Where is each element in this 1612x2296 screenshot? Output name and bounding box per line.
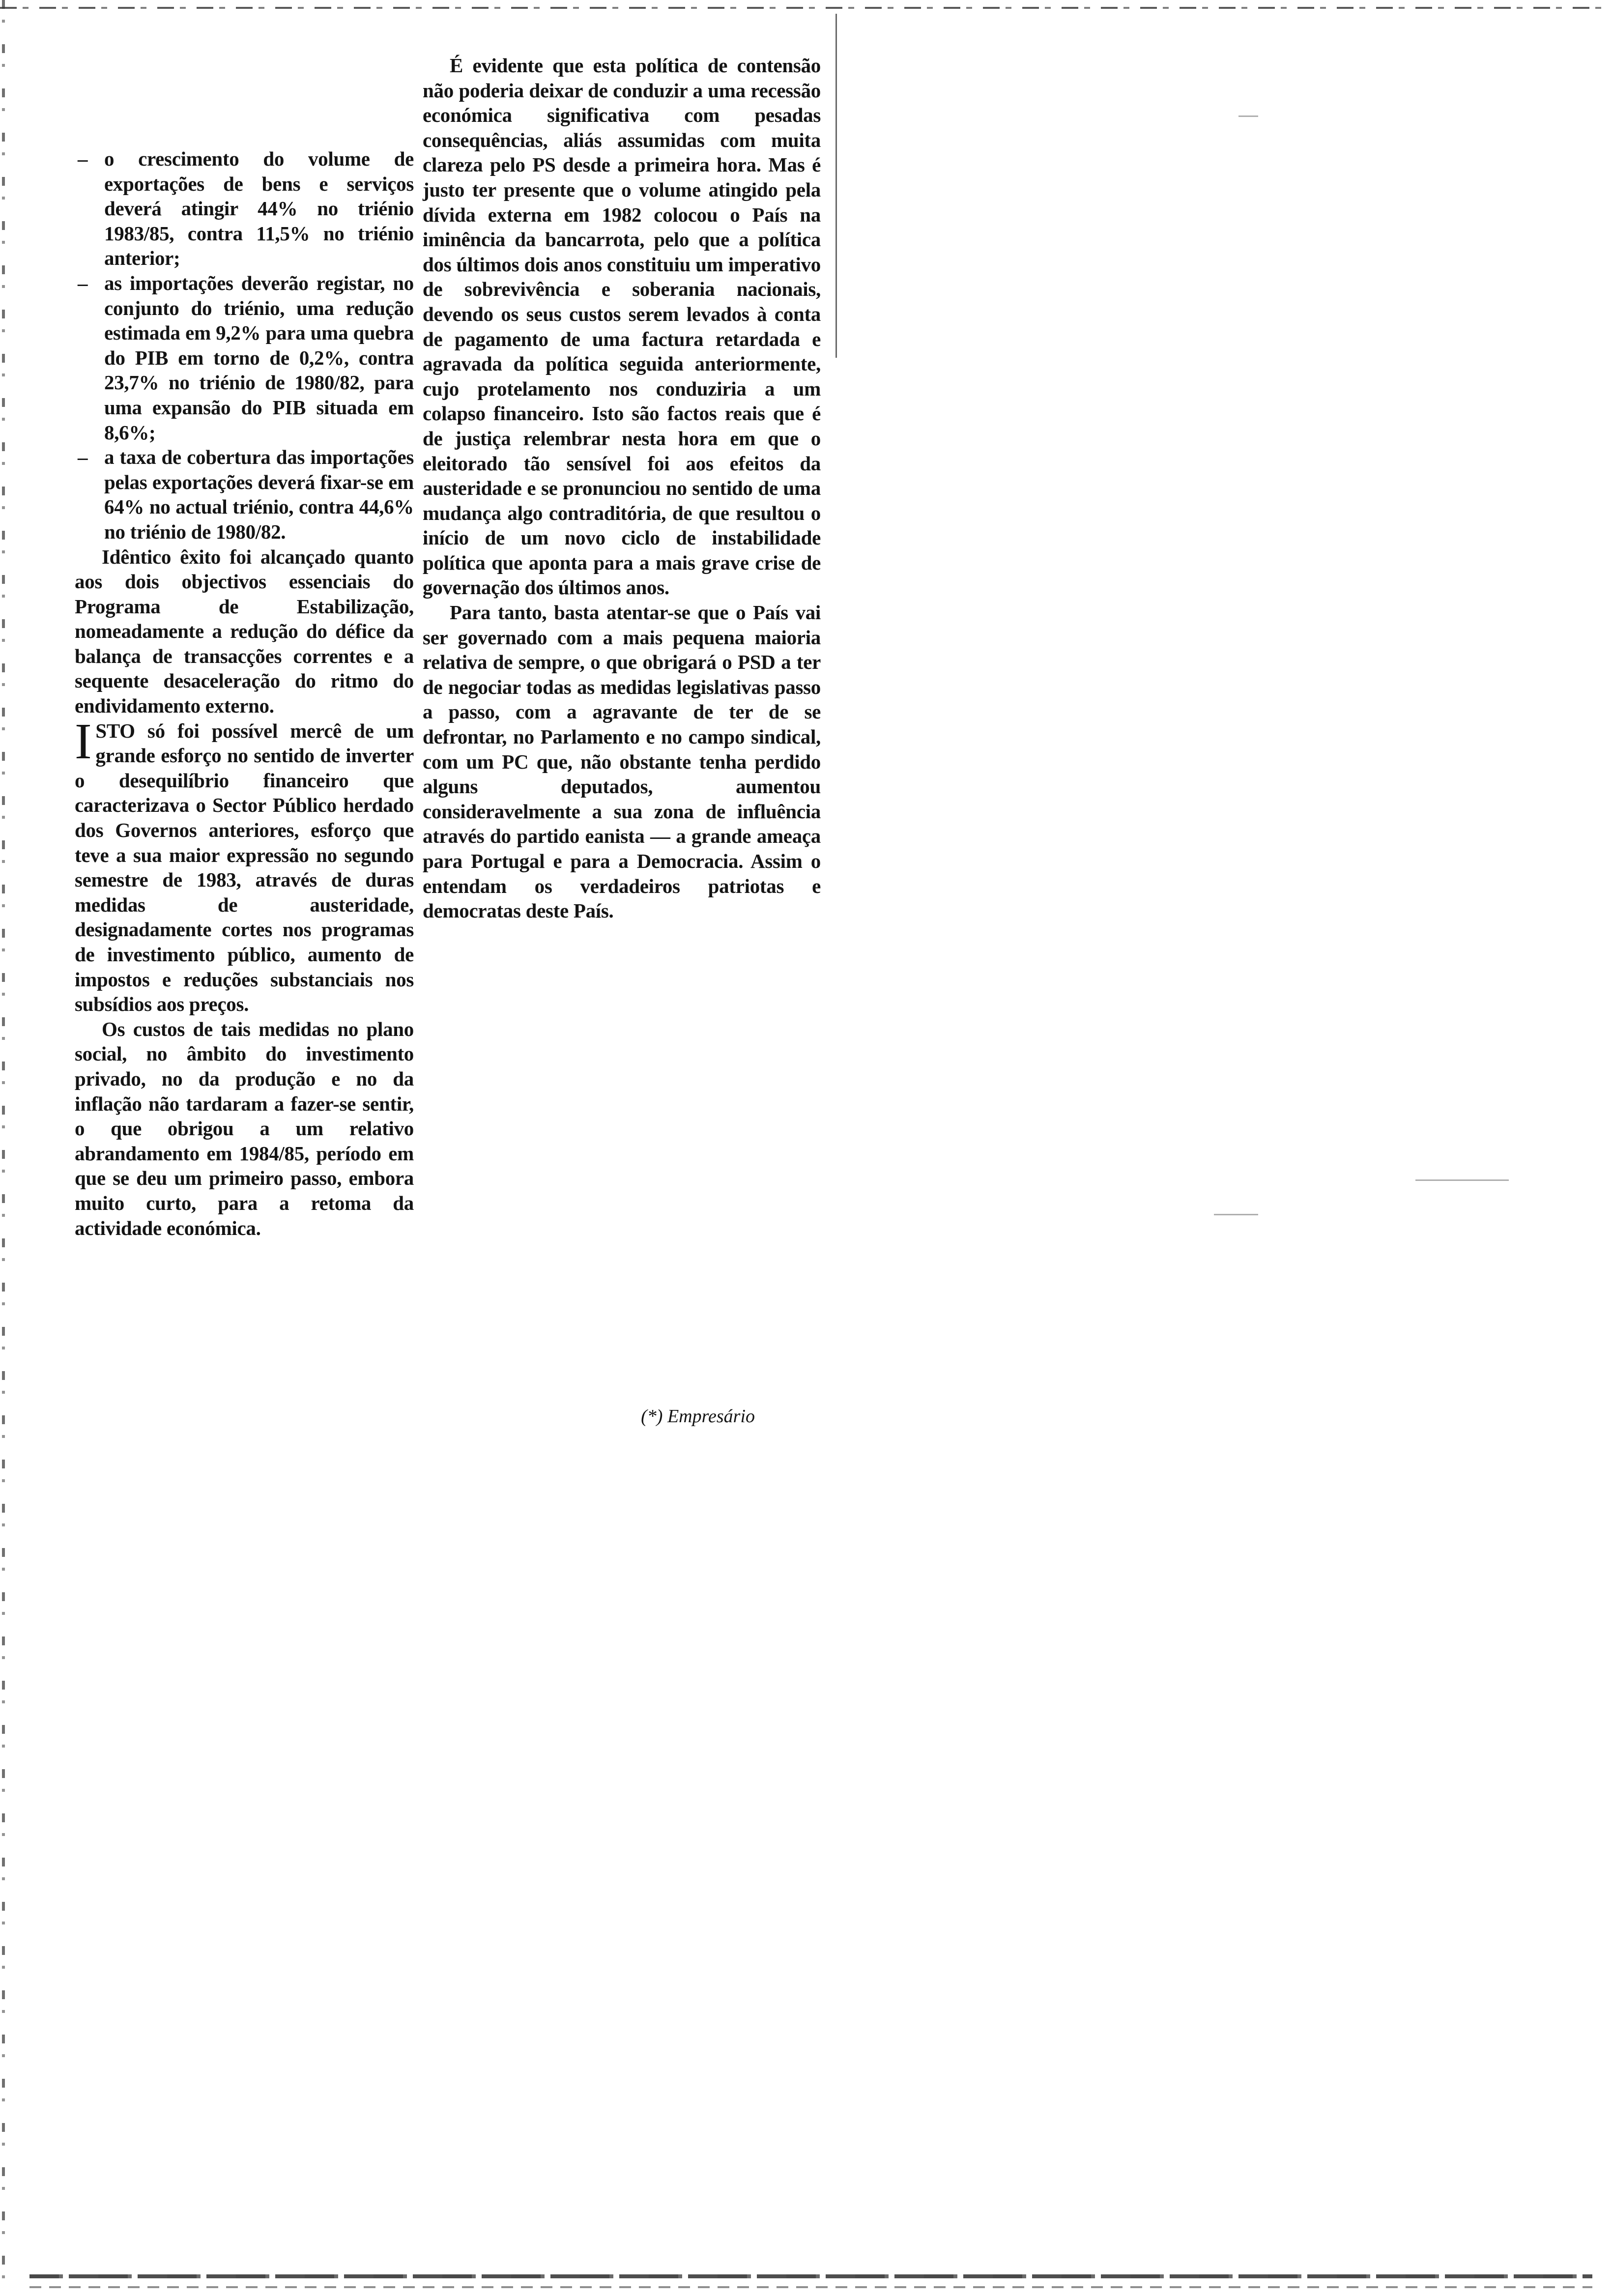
scan-edge-bottom-thin	[29, 2286, 1592, 2288]
scan-fragment	[1238, 115, 1258, 117]
scan-edge-bottom	[29, 2274, 1592, 2278]
column-rule	[835, 14, 837, 358]
paragraph-financial-effort	[75, 713, 414, 1017]
drop-cap: I	[75, 713, 92, 770]
bullet-imports: – as importações deverão registar, no conjunto do triénio, uma redução estimada em 9,2% para uma quebra do PIB em torno de 0,2%, contra 23,7% no triénio de 1980/82, para uma expansão do PIB situada em 8,6%;	[87, 271, 414, 445]
scan-fragment	[1214, 1214, 1258, 1215]
left-column	[75, 146, 414, 1240]
scan-edge-left	[2, 0, 5, 2296]
author-credit: (*) Empresário	[641, 1406, 755, 1427]
right-column	[423, 53, 821, 923]
paragraph-social-costs: Os custos de tais medidas no plano social, no âmbito do investimento privado, no da produção e no da inflação não tardaram a fazer-se sentir, o que obrigou a um relativo abrandamento em 1984/85, período em que se deu um primeiro passo, embora muito curto, para a retoma da actividade económica.	[75, 1017, 414, 1239]
scan-edge-top	[0, 7, 1612, 9]
bullet-exports: – o crescimento do volume de exportações de bens e serviços deverá atingir 44% no triénio 1983/85, contra 11,5% no triénio anterior;	[87, 146, 414, 271]
bullet-coverage: – a taxa de cobertura das importações pelas exportações deverá fixar-se em 64% no actual triénio, contra 44,6% no triénio de 1980/82.	[87, 445, 414, 544]
stats-bullet-list	[75, 146, 414, 545]
paragraph-financial-effort-text: STO só foi possível mercê de um grande esforço no sentido de inverter o desequilíbrio financeiro que caracterizava o Sector Público herdado dos Governos anteriores, esforço que teve a sua maior expressão no segundo semestre de 1983, através de duras medidas de austeridade, designadamente cortes nos programas de investimento público, aumento de impostos e reduções substanciais nos subsídios aos preços.	[75, 719, 414, 1016]
paragraph-governance: Para tanto, basta atentar-se que o País vai ser governado com a mais pequena maioria relativa de sempre, o que obrigará o PSD a ter de negociar todas as medidas legislativas passo a passo, com a agravante de ter de se defrontar, no Parlamento e no campo sindical, com um PC que, não obstante tenha perdido alguns deputados, aumentou consideravelmente a sua zona de influência através do partido eanista — a grande ameaça para Portugal e para a Democracia. Assim o entendam os verdadeiros patriotas e democratas deste País.	[423, 601, 821, 922]
scan-fragment	[1415, 1179, 1509, 1181]
paragraph-stabilization: Idêntico êxito foi alcançado quanto aos dois objectivos essenciais do Programa de Estabilização, nomeadamente a redução do défice da balança de transacções correntes e a sequente desaceleração do ritmo do endividamento externo.	[75, 545, 414, 718]
paragraph-recession: É evidente que esta política de contensão não poderia deixar de conduzir a uma recessão económica significativa com pesadas consequências, aliás assumidas com muita clareza pelo PS desde a primeira hora. Mas é justo ter presente que o volume atingido pela dívida externa em 1982 colocou o País na iminência da bancarrota, pelo que a política dos últimos dois anos constituiu um imperativo de sobrevivência e soberania nacionais, devendo os seus custos serem levados à conta de pagamento de uma factura retardada e agravada da política seguida anteriormente, cujo protelamento nos conduziria a um colapso financeiro. Isto são factos reais que é de justiça relembrar nesta hora em que o eleitorado tão sensível foi aos efeitos da austeridade e se pronunciou no sentido de uma mudança algo contraditória, de que resultou o início de um novo ciclo de instabilidade política que aponta para a mais grave crise de governação dos últimos anos.	[423, 54, 821, 599]
